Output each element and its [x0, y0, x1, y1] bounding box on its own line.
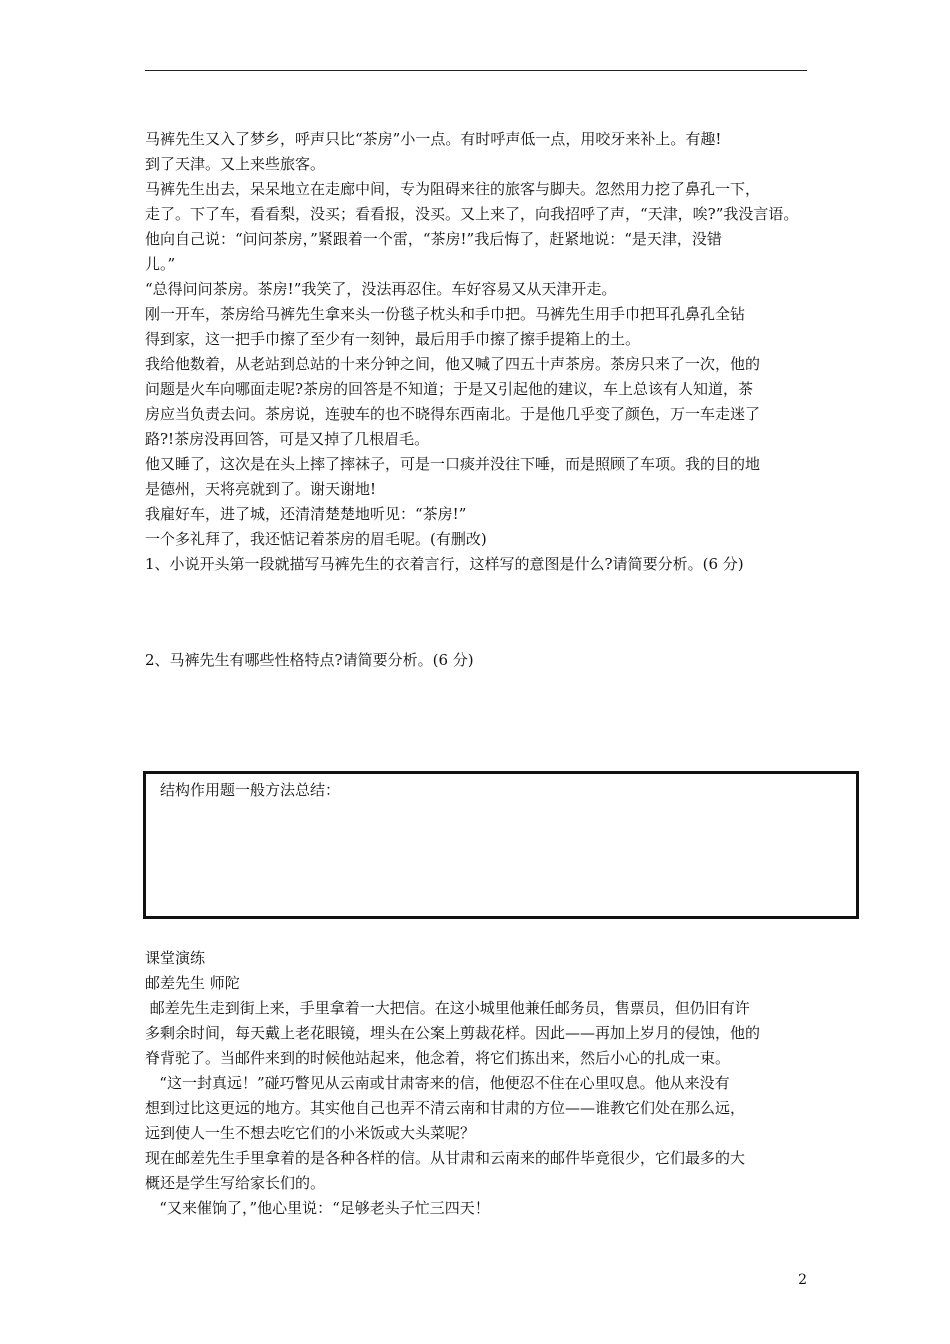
text-line: 远到使人一生不想去吃它们的小米饭或大头菜呢？	[145, 1124, 476, 1142]
page-number: 2	[798, 1272, 807, 1288]
text-line: 走了。下了车，看看梨，没买；看看报，没买。又上来了，向我招呼了声，“天津，唉?”我没言语。	[145, 205, 799, 223]
text-line: 是德州，天将亮就到了。谢天谢地!	[145, 480, 377, 498]
text-line: 到了天津。又上来些旅客。	[145, 155, 326, 173]
passage-1	[145, 127, 807, 577]
summary-box-label: 结构作用题一般方法总结：	[160, 781, 341, 799]
question-2: 2、马裤先生有哪些性格特点?请简要分析。(6 分)	[145, 651, 474, 669]
text-line: 刚一开车，茶房给马裤先生拿来头一份毯子枕头和手巾把。马裤先生用手巾把耳孔鼻孔全钻	[145, 305, 746, 323]
text-line: 概还是学生写给家长们的。	[145, 1174, 326, 1192]
text-line: 问题是火车向哪面走呢?茶房的回答是不知道；于是又引起他的建议，车上总该有人知道，茶	[145, 380, 754, 398]
text-line: 儿。”	[145, 255, 176, 273]
text-line: 马裤先生出去，呆呆地立在走廊中间，专为阻碍来往的旅客与脚夫。忽然用力挖了鼻孔一下，	[145, 180, 761, 198]
text-line: “总得问问茶房。茶房!”我笑了，没法再忍住。车好容易又从天津开走。	[145, 280, 617, 298]
text-line: 一个多礼拜了，我还惦记着茶房的眉毛呢。(有删改)	[145, 530, 487, 548]
practice-section	[145, 946, 807, 1221]
text-line: 房应当负责去问。茶房说，连驶车的也不晓得东西南北。于是他几乎变了颜色，万一车走迷了	[145, 405, 761, 423]
text-line: “这一封真远！”碰巧瞥见从云南或甘肃寄来的信，他便忍不住在心里叹息。他从来没有	[145, 1074, 730, 1092]
text-line: “又来催饷了，”他心里说：“足够老头子忙三四天！	[145, 1199, 490, 1217]
summary-box	[143, 771, 859, 919]
practice-title: 邮差先生 师陀	[145, 974, 240, 992]
text-line: 想到过比这更远的地方。其实他自己也弄不清云南和甘肃的方位——谁教它们处在那么远，	[145, 1099, 746, 1117]
text-line: 邮差先生走到街上来，手里拿着一大把信。在这小城里他兼任邮务员，售票员，但仍旧有许	[145, 999, 750, 1017]
text-line: 脊背驼了。当邮件来到的时候他站起来，他念着，将它们拣出来，然后小心的扎成一束。	[145, 1049, 731, 1067]
text-line: 多剩余时间，每天戴上老花眼镜，埋头在公案上剪裁花样。因此——再加上岁月的侵蚀，他的	[145, 1024, 761, 1042]
text-line: 他向自己说：“问问茶房，”紧跟着一个雷，“茶房!”我后悔了，赶紧地说：“是天津，没错	[145, 230, 722, 248]
text-line: 路?!茶房没再回答，可是又掉了几根眉毛。	[145, 430, 430, 448]
text-line: 我雇好车，进了城，还清清楚楚地听见：“茶房!”	[145, 505, 467, 523]
question-1: 1、小说开头第一段就描写马裤先生的衣着言行，这样写的意图是什么?请简要分析。(6 分)	[145, 555, 744, 573]
header-rule	[145, 70, 807, 71]
practice-heading: 课堂演练	[145, 949, 206, 967]
text-line: 得到家，这一把手巾擦了至少有一刻钟，最后用手巾擦了擦手提箱上的土。	[145, 330, 641, 348]
text-line: 他又睡了，这次是在头上摔了摔袜子，可是一口痰并没往下唾，而是照顾了车项。我的目的地	[145, 455, 761, 473]
text-line: 现在邮差先生手里拿着的是各种各样的信。从甘肃和云南来的邮件毕竟很少，它们最多的大	[145, 1149, 746, 1167]
text-line: 马裤先生又入了梦乡，呼声只比“茶房”小一点。有时呼声低一点，用咬牙来补上。有趣!	[145, 130, 722, 148]
text-line: 我给他数着，从老站到总站的十来分钟之间，他又喊了四五十声茶房。茶房只来了一次，他的	[145, 355, 761, 373]
